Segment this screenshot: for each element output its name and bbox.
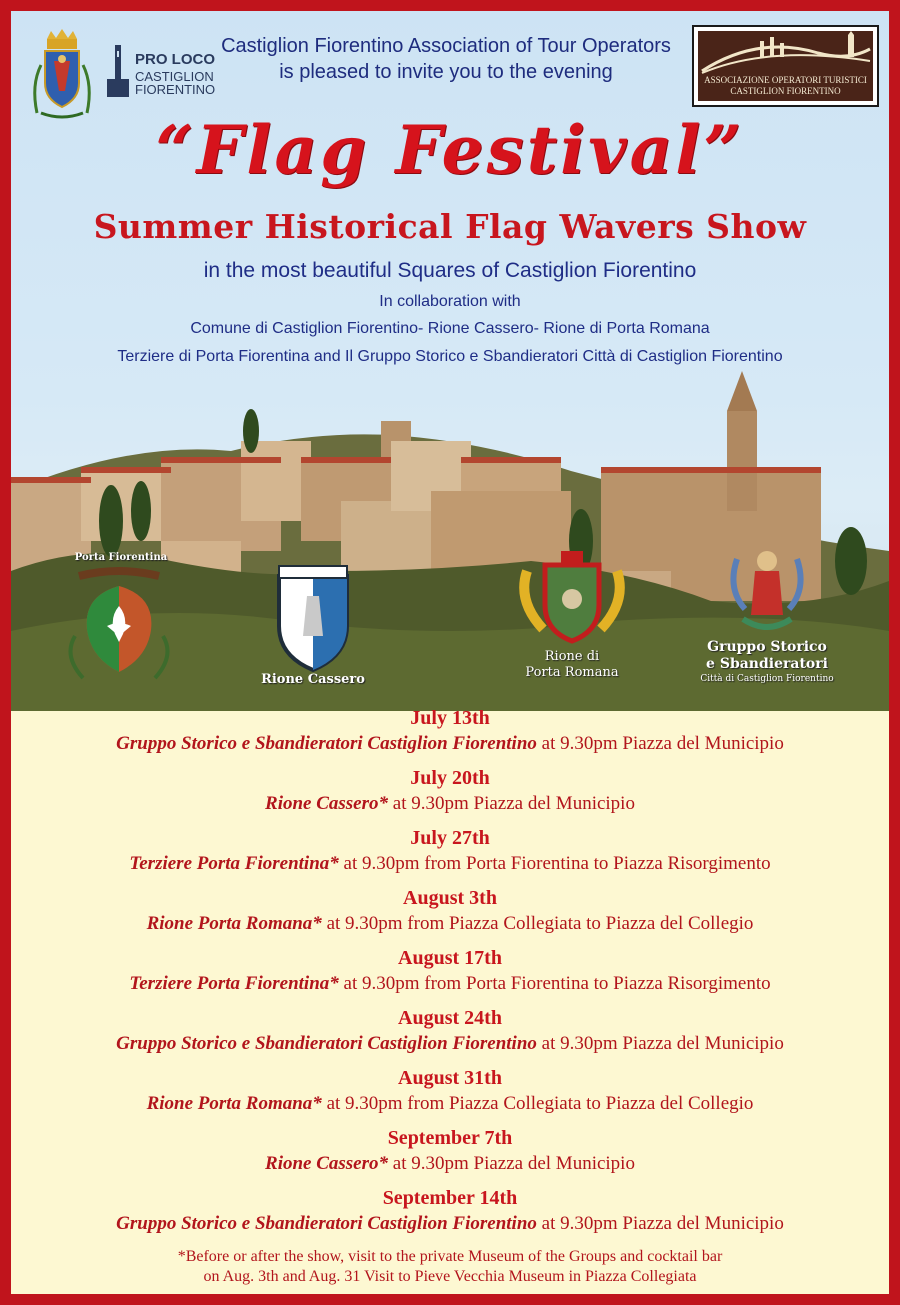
rione-cassero-emblem-icon — [273, 556, 353, 676]
event-group: Rione Cassero* — [265, 1153, 389, 1174]
event-details: at 9.30pm Piazza del Municipio — [388, 793, 635, 814]
porta-romana-emblem-icon — [517, 541, 627, 651]
porta-romana-label-line-1: Rione di — [544, 649, 600, 664]
gruppo-storico-emblem-icon — [727, 539, 807, 639]
skyline-icon — [698, 31, 873, 75]
gruppo-storico-label-line-1: Gruppo Storico — [707, 639, 827, 655]
intro-line-1: in the most beautiful Squares of Castiglion Fiorentino — [203, 259, 697, 282]
festival-title: “Flag Festival” — [155, 111, 745, 189]
event-group: Terziere Porta Fiorentina* — [129, 853, 339, 874]
event-details-line — [11, 731, 889, 757]
event-date: September 14th — [382, 1187, 518, 1209]
footnote-line-2: on Aug. 3th and Aug. 31 Visit to Pieve Vecchia Museum in Piazza Collegiata — [203, 1268, 697, 1285]
porta-romana-label-line-2: Porta Romana — [525, 665, 619, 680]
event-group: Rione Cassero* — [265, 793, 389, 814]
event-details: at 9.30pm Piazza del Municipio — [536, 1213, 784, 1234]
porta-fiorentina-emblem-icon — [59, 546, 179, 696]
footnote — [11, 1247, 889, 1287]
event-group: Rione Porta Romana* — [146, 913, 322, 934]
event-item — [11, 1125, 889, 1177]
event-details: at 9.30pm from Piazza Collegiata to Piazza del Collegio — [321, 1093, 754, 1114]
event-item — [11, 1065, 889, 1117]
event-details: at 9.30pm from Piazza Collegiata to Piazza del Collegio — [321, 913, 754, 934]
event-date: July 27th — [410, 827, 490, 849]
festival-subtitle: Summer Historical Flag Wavers Show — [93, 207, 807, 246]
event-details: at 9.30pm Piazza del Municipio — [536, 733, 784, 754]
event-item — [11, 945, 889, 997]
event-item — [11, 825, 889, 877]
event-date: August 3th — [403, 887, 497, 909]
gruppo-storico-label — [685, 639, 849, 686]
rione-cassero-label: Rione Cassero — [261, 672, 365, 687]
event-date: September 7th — [387, 1127, 513, 1149]
intro-line-2: In collaboration with — [379, 293, 521, 310]
association-logo-band — [698, 31, 873, 101]
tour-operators-association-logo — [692, 25, 879, 107]
gruppo-storico-label-line-3: Città di Castiglion Fiorentino — [700, 674, 834, 684]
pro-loco-town-line-2: FIORENTINO — [135, 82, 216, 97]
gruppo-storico-label-line-2: e Sbandieratori — [706, 656, 828, 672]
invitation-line-2: is pleased to invite you to the evening — [279, 61, 613, 83]
event-details: at 9.30pm from Porta Fiorentina to Piazza Risorgimento — [338, 853, 771, 874]
event-details-line — [11, 971, 889, 997]
tower-icon — [107, 45, 129, 97]
event-details-line — [11, 1151, 889, 1177]
event-details-line — [11, 1091, 889, 1117]
invitation-line-1: Castiglion Fiorentino Association of Tour Operators — [221, 35, 671, 57]
invitation-text — [201, 33, 691, 85]
porta-fiorentina-label: Porta Fiorentina — [74, 552, 168, 563]
association-logo-text — [698, 75, 873, 97]
event-details-line — [11, 851, 889, 877]
poster-inner — [11, 11, 889, 1294]
event-item — [11, 885, 889, 937]
event-item — [11, 1185, 889, 1237]
event-details: at 9.30pm from Porta Fiorentina to Piazza Risorgimento — [338, 973, 771, 994]
event-item — [11, 1005, 889, 1057]
event-group: Rione Porta Romana* — [146, 1093, 322, 1114]
event-details-line — [11, 911, 889, 937]
event-item — [11, 705, 889, 757]
event-group: Gruppo Storico e Sbandieratori Castiglion Fiorentino — [116, 1213, 537, 1234]
event-details-line — [11, 1211, 889, 1237]
intro-line-3: Comune di Castiglion Fiorentino- Rione Cassero- Rione di Porta Romana — [190, 320, 710, 337]
event-item — [11, 765, 889, 817]
event-details-line — [11, 1031, 889, 1057]
event-group: Terziere Porta Fiorentina* — [129, 973, 339, 994]
event-date: August 17th — [398, 947, 502, 969]
event-group: Gruppo Storico e Sbandieratori Castiglion Fiorentino — [116, 733, 537, 754]
porta-romana-label — [505, 649, 639, 681]
event-date: July 20th — [410, 767, 490, 789]
pro-loco-label: PRO LOCO — [135, 51, 216, 68]
event-date: July 13th — [410, 707, 490, 729]
footnote-line-1: *Before or after the show, visit to the private Museum of the Groups and cocktail bar — [177, 1248, 723, 1265]
event-date: August 31th — [398, 1067, 502, 1089]
event-details: at 9.30pm Piazza del Municipio — [388, 1153, 635, 1174]
event-details: at 9.30pm Piazza del Municipio — [536, 1033, 784, 1054]
event-details-line — [11, 791, 889, 817]
association-name-line-2: CASTIGLION FIORENTINO — [730, 86, 841, 96]
association-name-line-1: ASSOCIAZIONE OPERATORI TURISTICI — [704, 75, 867, 85]
event-date: August 24th — [398, 1007, 502, 1029]
pro-loco-town-line-1: CASTIGLION — [135, 69, 214, 84]
event-group: Gruppo Storico e Sbandieratori Castiglion Fiorentino — [116, 1033, 537, 1054]
intro-line-4: Terziere di Porta Fiorentina and Il Gruppo Storico e Sbandieratori Città di Castiglion Fiorentino — [117, 348, 783, 365]
